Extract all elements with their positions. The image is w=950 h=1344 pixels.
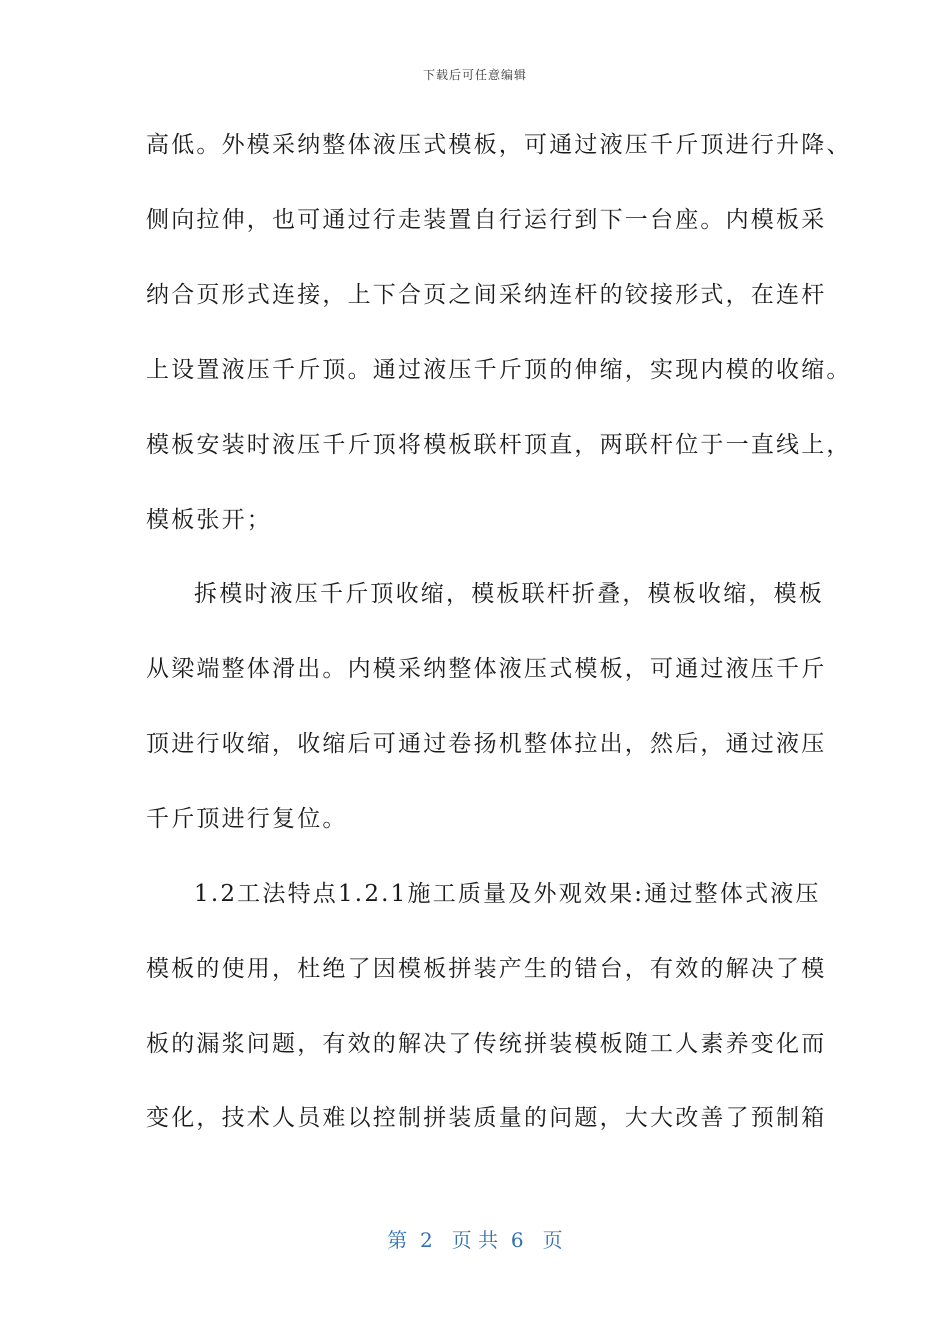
text-line: 从梁端整体滑出。内模采纳整体液压式模板，可通过液压千斤 [146,656,827,682]
text-line: 顶进行收缩，收缩后可通过卷扬机整体拉出，然后，通过液压 [146,731,827,757]
text-line: 板的漏浆问题，有效的解决了传统拼装模板随工人素养变化而 [146,1031,827,1057]
text-line: 纳合页形式连接，上下合页之间采纳连杆的铰接形式，在连杆 [146,282,827,308]
text-line: 上设置液压千斤顶。通过液压千斤顶的伸缩，实现内模的收缩。 [146,357,852,383]
text-line: 变化，技术人员难以控制拼装质量的问题，大大改善了预制箱 [146,1105,827,1131]
page-header-note: 下载后可任意编辑 [422,68,527,82]
text-line: 侧向拉伸，也可通过行走装置自行运行到下一台座。内模板采 [146,207,827,233]
text-line: 千斤顶进行复位。 [146,806,348,832]
text-line: 模板安装时液压千斤顶将模板联杆顶直，两联杆位于一直线上， [146,432,852,458]
text-line: 高低。外模采纳整体液压式模板，可通过液压千斤顶进行升降、 [146,132,852,158]
text-line: 模板的使用，杜绝了因模板拼装产生的错台，有效的解决了模 [146,956,827,982]
page-number-footer: 第 2 页 共 6 页 [387,1228,563,1252]
text-line: 模板张开； [146,507,272,533]
text-line-indented: 拆模时液压千斤顶收缩，模板联杆折叠，模板收缩，模板 [194,581,824,607]
text-line-indented: 1.2工法特点1.2.1施工质量及外观效果:通过整体式液压 [194,881,821,907]
